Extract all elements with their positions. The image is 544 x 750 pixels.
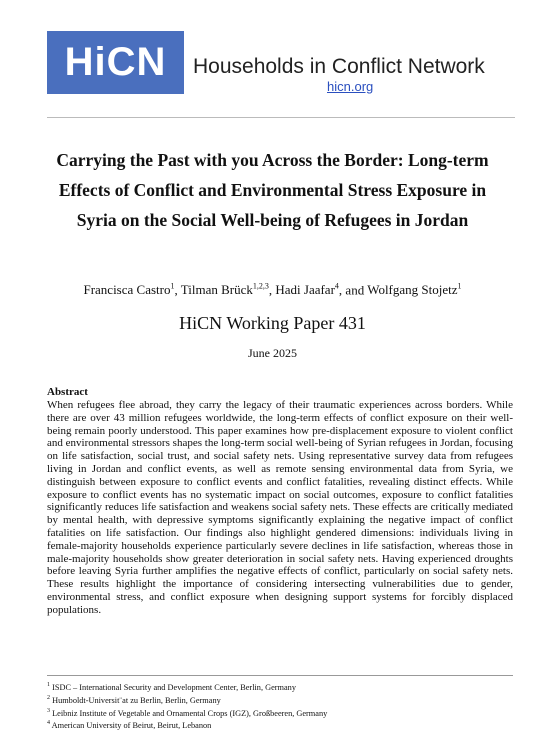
publication-date: June 2025 (248, 346, 297, 360)
abstract-heading: Abstract (47, 386, 88, 398)
hicn-logo (47, 31, 184, 94)
paper-title: Carrying the Past with you Across the Border: Long-term Effects of Conflict and Environmental Stress Exposure in Syria on the Social Well-being of Refugees in Jordan (56, 150, 489, 230)
network-url-link[interactable]: hicn.org (327, 79, 374, 94)
footnote: $^1$ ISDC – International Security and Development Center, Berlin, Germany (47, 682, 296, 692)
author-3: Hadi Jaafar$^4$ (275, 282, 339, 298)
abstract-text: When refugees flee abroad, they carry the legacy of their traumatic experiences across borders. While there are over 43 million refugees worldwide, the long-term effects of conflict exposure on their well-being remain poorly understood. This paper examines how pre-displacement exposure to violent conflict and environmental stressors shapes the long-term social well-being of Syrian refugees in Jordan, focusing on life satisfaction, social trust, and social safety nets. Using representative survey data from refugees living in Jordan and conflict events, as well as remote sensing environmental data from Syria, we distinguish between exposure to conflict events and conflict fatalities, revealing distinct effects. While exposure to conflict events has no systematic impact on social outcomes, exposure to conflict fatalities significantly reduces life satisfaction and weakens social safety nets. These effects are critically mediated by mental health, with depressive symptoms significantly explaining the negative impact of conflict fatalities on life satisfaction. Our findings also highlight gendered dimensions: individuals living in female-majority households experience particularly severe declines in life satisfaction, whereas those in male-majority households show greater deterioration in social safety nets. Having experienced droughts before leaving Syria further amplifies the negative effects of conflict, particularly on social safety nets. These results highlight the importance of considering intersecting vulnerabilities due to gender, environmental stress, and conflict exposure when designing support systems for forcibly displaced populations. (47, 399, 513, 616)
author-1: Francisca Castro$^1$ (83, 282, 175, 298)
footnotes (47, 680, 517, 731)
header-divider (47, 117, 515, 118)
logo-text: HiCN (64, 40, 167, 84)
working-paper-number: HiCN Working Paper 431 (179, 313, 366, 333)
footnote-divider (47, 675, 513, 676)
footnote: $^3$ Leibniz Institute of Vegetable and Ornamental Crops (IGZ), Großbeeren, Germany (47, 707, 328, 718)
author-list: Francisca Castro$^1$, Tilman Brück$^{1,2,3}$, Hadi Jaafar$^4$, and Wolfgang Stojetz$^1$ (83, 282, 462, 298)
footnote: $^4$ American University of Beirut, Beirut, Lebanon (47, 720, 212, 731)
footnote: $^2$ Humboldt-Universit¨at zu Berlin, Berlin, Germany (47, 694, 221, 705)
author-2: Tilman Brück$^{1,2,3}$ (180, 282, 269, 298)
network-name: Households in Conflict Network (193, 55, 485, 78)
author-4: Wolfgang Stojetz$^1$ (367, 282, 462, 298)
